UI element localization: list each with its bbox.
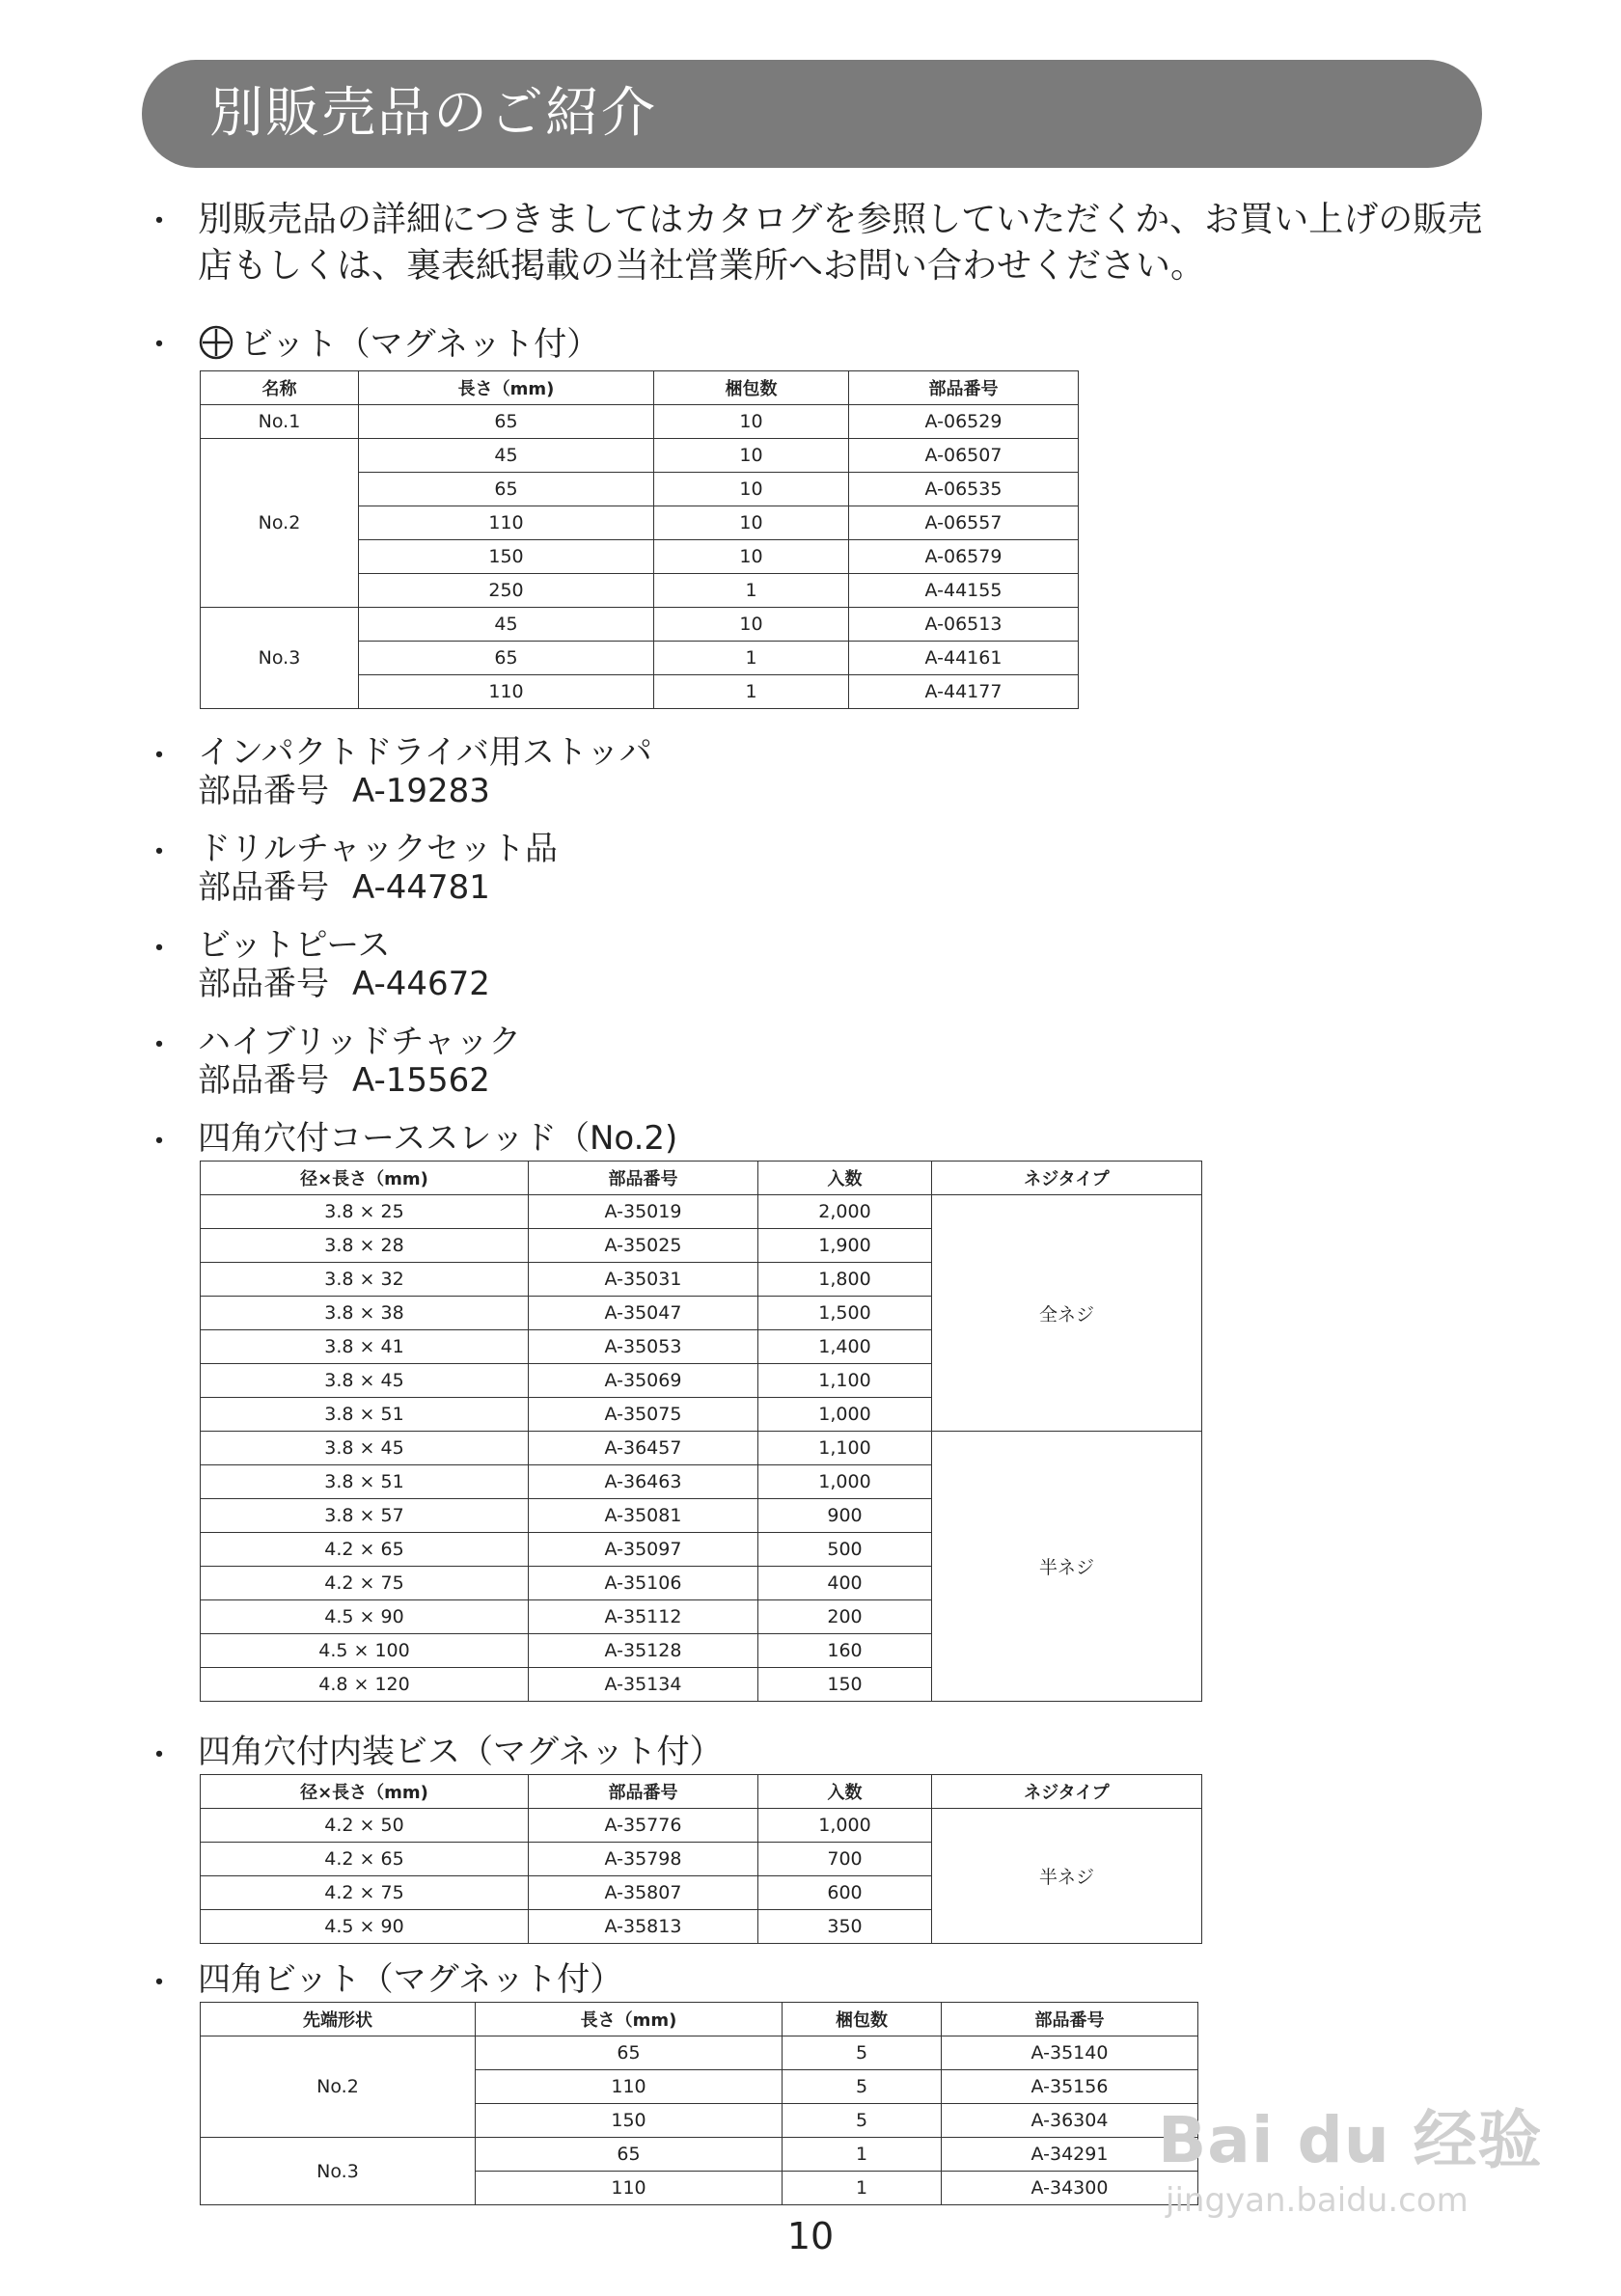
watermark — [1158, 2089, 1563, 2233]
table-cell: 3.8 × 38 — [201, 1297, 529, 1330]
table-header: 部品番号 — [942, 2003, 1198, 2036]
section-title-hybrid-chuck: ハイブリッドチャック — [198, 1023, 522, 1061]
table-header: 部品番号 — [849, 371, 1079, 405]
section-title-bit-piece: ビットピース — [198, 926, 391, 965]
table-cell: 1 — [654, 675, 849, 709]
table-cell: A-06557 — [849, 506, 1079, 540]
part-number-line — [198, 1061, 490, 1100]
bullet: ・ — [143, 203, 176, 241]
table-cell: 4.5 × 90 — [201, 1910, 529, 1944]
coarse-thread-table — [200, 1161, 1202, 1702]
table-header: 長さ（mm) — [359, 371, 654, 405]
table-cell: 10 — [654, 608, 849, 642]
table-cell: A-35128 — [529, 1634, 758, 1668]
interior-screw-table — [200, 1774, 1202, 1944]
table-cell: A-44177 — [849, 675, 1079, 709]
table-cell: 500 — [758, 1533, 932, 1567]
table-cell: 1,800 — [758, 1263, 932, 1297]
thread-type-cell: 半ネジ — [932, 1809, 1202, 1944]
part-number-label: 部品番号 — [198, 1061, 329, 1100]
table-cell: 160 — [758, 1634, 932, 1668]
table-cell: A-06513 — [849, 608, 1079, 642]
table-cell: 5 — [783, 2036, 942, 2070]
bullet: ・ — [143, 930, 176, 969]
table-cell: A-44155 — [849, 574, 1079, 608]
table-cell: 350 — [758, 1910, 932, 1944]
table-cell: 1 — [654, 642, 849, 675]
table-cell: A-35075 — [529, 1398, 758, 1432]
watermark-site: jingyan.baidu.com — [1166, 2181, 1469, 2220]
table-cell: 65 — [476, 2138, 783, 2172]
table-cell: 5 — [783, 2104, 942, 2138]
group-name: No.2 — [201, 2036, 476, 2138]
part-number-line — [198, 868, 490, 907]
section-title-interior-screw: 四角穴付内装ビス（マグネット付） — [198, 1733, 723, 1771]
part-number-label: 部品番号 — [198, 868, 329, 907]
table-cell: 4.2 × 50 — [201, 1809, 529, 1843]
table-header: ネジタイプ — [932, 1775, 1202, 1809]
table-cell: 900 — [758, 1499, 932, 1533]
table-cell: 3.8 × 32 — [201, 1263, 529, 1297]
table-cell: 150 — [359, 540, 654, 574]
part-number-value: A-44781 — [352, 868, 490, 907]
table-row — [201, 2036, 1198, 2070]
table-cell: A-35140 — [942, 2036, 1198, 2070]
table-cell: A-35813 — [529, 1910, 758, 1944]
table-cell: A-06535 — [849, 473, 1079, 506]
watermark-logo: Bai du 经验 — [1158, 2103, 1543, 2177]
table-header: 先端形状 — [201, 2003, 476, 2036]
table-cell: A-36457 — [529, 1432, 758, 1465]
intro-text: 別販売品の詳細につきましてはカタログを参照していただくか、お買い上げの販売店もしくは、裏表紙掲載の当社営業所へお問い合わせください。 — [198, 200, 1483, 286]
table-header: 入数 — [758, 1162, 932, 1195]
part-number-value: A-15562 — [352, 1061, 490, 1100]
table-header: ネジタイプ — [932, 1162, 1202, 1195]
table-cell: 1,900 — [758, 1229, 932, 1263]
table-cell: 45 — [359, 608, 654, 642]
table-cell: 110 — [476, 2172, 783, 2205]
section-title-square-bit: 四角ビット（マグネット付） — [198, 1960, 623, 1999]
table-cell: A-36304 — [942, 2104, 1198, 2138]
table-cell: A-35069 — [529, 1364, 758, 1398]
table-cell: A-36463 — [529, 1465, 758, 1499]
table-cell: 10 — [654, 405, 849, 439]
table-cell: 1,000 — [758, 1809, 932, 1843]
table-header: 名称 — [201, 371, 359, 405]
bullet: ・ — [143, 1964, 176, 2003]
part-number-value: A-19283 — [352, 772, 490, 810]
table-cell: 110 — [359, 506, 654, 540]
table-cell: 110 — [476, 2070, 783, 2104]
table-header-row — [201, 1162, 1202, 1195]
bullet: ・ — [143, 834, 176, 872]
table-cell: 3.8 × 41 — [201, 1330, 529, 1364]
table-cell: 110 — [359, 675, 654, 709]
table-cell: 45 — [359, 439, 654, 473]
table-cell: 10 — [654, 506, 849, 540]
table-cell: 65 — [359, 642, 654, 675]
table-header: 入数 — [758, 1775, 932, 1809]
bullet: ・ — [143, 737, 176, 776]
table-cell: A-06507 — [849, 439, 1079, 473]
table-cell: 4.2 × 75 — [201, 1876, 529, 1910]
table-header-row — [201, 371, 1079, 405]
header-bar — [142, 60, 1482, 168]
table-cell: 65 — [359, 473, 654, 506]
table-row — [201, 439, 1079, 473]
table-cell: 1,100 — [758, 1364, 932, 1398]
table-cell: 10 — [654, 439, 849, 473]
table-cell: 4.2 × 65 — [201, 1533, 529, 1567]
thread-type-cell: 全ネジ — [932, 1195, 1202, 1432]
table-cell: A-35776 — [529, 1809, 758, 1843]
table-cell: A-34291 — [942, 2138, 1198, 2172]
group-name: No.1 — [201, 405, 359, 439]
table-header: 梱包数 — [654, 371, 849, 405]
table-header: 長さ（mm) — [476, 2003, 783, 2036]
table-cell: 700 — [758, 1843, 932, 1876]
table-cell: A-35081 — [529, 1499, 758, 1533]
table-cell: 3.8 × 57 — [201, 1499, 529, 1533]
table-cell: 4.2 × 75 — [201, 1567, 529, 1600]
bullet: ・ — [143, 1026, 176, 1065]
table-cell: 3.8 × 25 — [201, 1195, 529, 1229]
table-cell: A-35047 — [529, 1297, 758, 1330]
table-header: 径×長さ（mm) — [201, 1775, 529, 1809]
table-header: 径×長さ（mm) — [201, 1162, 529, 1195]
table-cell: 65 — [359, 405, 654, 439]
table-cell: A-35019 — [529, 1195, 758, 1229]
part-number-value: A-44672 — [352, 965, 490, 1003]
table-cell: 600 — [758, 1876, 932, 1910]
table-cell: 200 — [758, 1600, 932, 1634]
table-header-row — [201, 2003, 1198, 2036]
section-title-drill-chuck: ドリルチャックセット品 — [198, 830, 558, 868]
table-cell: A-35798 — [529, 1843, 758, 1876]
table-cell: 3.8 × 45 — [201, 1432, 529, 1465]
table-cell: A-44161 — [849, 642, 1079, 675]
table-cell: 3.8 × 45 — [201, 1364, 529, 1398]
table-cell: A-35097 — [529, 1533, 758, 1567]
table-row — [201, 1809, 1202, 1843]
table-cell: A-34300 — [942, 2172, 1198, 2205]
table-cell: 1 — [783, 2138, 942, 2172]
table-cell: A-35156 — [942, 2070, 1198, 2104]
page-title: 別販売品のご紹介 — [209, 82, 657, 145]
section-title-phillips-bit — [198, 324, 599, 364]
table-cell: A-35112 — [529, 1600, 758, 1634]
table-cell: 3.8 × 51 — [201, 1398, 529, 1432]
part-number-label: 部品番号 — [198, 772, 329, 810]
part-number-line — [198, 965, 490, 1003]
thread-type-cell: 半ネジ — [932, 1432, 1202, 1702]
bullet: ・ — [143, 1123, 176, 1162]
table-cell: 250 — [359, 574, 654, 608]
group-name: No.3 — [201, 608, 359, 709]
table-cell: 1 — [783, 2172, 942, 2205]
group-name: No.3 — [201, 2138, 476, 2205]
part-number-label: 部品番号 — [198, 965, 329, 1003]
table-cell: 1,500 — [758, 1297, 932, 1330]
table-cell: 65 — [476, 2036, 783, 2070]
section-title-stopper: インパクトドライバ用ストッパ — [198, 733, 652, 772]
table-cell: 10 — [654, 540, 849, 574]
table-cell: 1,100 — [758, 1432, 932, 1465]
section-title-text: ビット（マグネット付） — [240, 325, 600, 364]
page-number: 10 — [786, 2215, 835, 2257]
table-row — [201, 1195, 1202, 1229]
square-bit-table — [200, 2002, 1198, 2205]
table-cell: 1,000 — [758, 1398, 932, 1432]
group-name: No.2 — [201, 439, 359, 608]
table-cell: 10 — [654, 473, 849, 506]
table-cell: 1,000 — [758, 1465, 932, 1499]
table-cell: 4.8 × 120 — [201, 1668, 529, 1702]
table-cell: A-35807 — [529, 1876, 758, 1910]
table-row — [201, 1432, 1202, 1465]
table-cell: 400 — [758, 1567, 932, 1600]
table-cell: 1 — [654, 574, 849, 608]
table-cell: A-35031 — [529, 1263, 758, 1297]
table-cell: 3.8 × 51 — [201, 1465, 529, 1499]
table-row — [201, 2138, 1198, 2172]
table-row — [201, 608, 1079, 642]
table-cell: 5 — [783, 2070, 942, 2104]
section-title-coarse-thread: 四角穴付コーススレッド（No.2) — [198, 1119, 678, 1158]
table-cell: 3.8 × 28 — [201, 1229, 529, 1263]
table-header-row — [201, 1775, 1202, 1809]
table-cell: A-06579 — [849, 540, 1079, 574]
table-cell: A-35053 — [529, 1330, 758, 1364]
bullet: ・ — [143, 326, 176, 365]
table-cell: 150 — [476, 2104, 783, 2138]
table-header: 梱包数 — [783, 2003, 942, 2036]
table-cell: 4.2 × 65 — [201, 1843, 529, 1876]
table-cell: A-35134 — [529, 1668, 758, 1702]
table-cell: A-35106 — [529, 1567, 758, 1600]
phillips-cross-icon — [198, 324, 234, 361]
bullet: ・ — [143, 1736, 176, 1775]
table-cell: A-06529 — [849, 405, 1079, 439]
table-cell: 1,400 — [758, 1330, 932, 1364]
table-header: 部品番号 — [529, 1162, 758, 1195]
table-cell: 150 — [758, 1668, 932, 1702]
table-cell: A-35025 — [529, 1229, 758, 1263]
table-cell: 4.5 × 90 — [201, 1600, 529, 1634]
table-header: 部品番号 — [529, 1775, 758, 1809]
phillips-bit-table — [200, 370, 1079, 709]
part-number-line — [198, 772, 490, 810]
table-row — [201, 405, 1079, 439]
table-cell: 2,000 — [758, 1195, 932, 1229]
table-cell: 4.5 × 100 — [201, 1634, 529, 1668]
